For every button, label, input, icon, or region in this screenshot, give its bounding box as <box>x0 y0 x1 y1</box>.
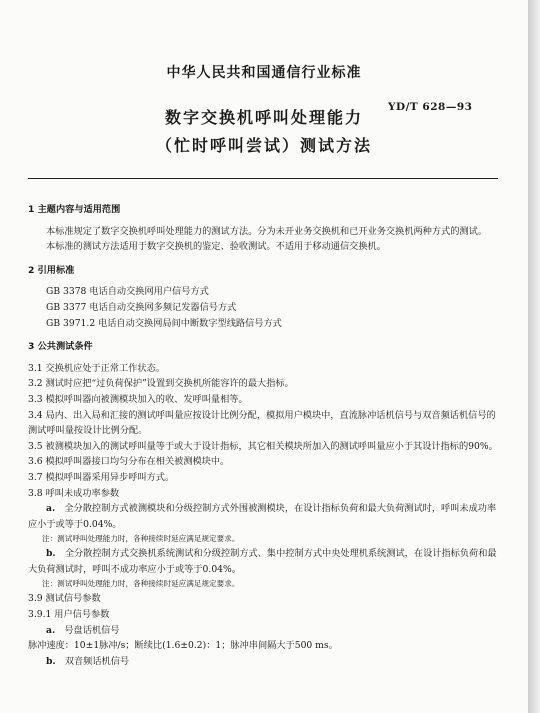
clause: 3.6 模拟呼叫器接口均匀分布在相关被测模块中。 <box>28 456 230 468</box>
note: 注：测试呼叫处理能力时，各种接续时延应满足规定要求。 <box>42 579 240 589</box>
reference-item: GB 3377 电话自动交换网多频记发器信号方式 <box>46 301 237 313</box>
clause: 3.2 测试时应把“过负荷保护”设置到交换机所能容许的最大指标。 <box>28 378 294 390</box>
clause: 3.9 测试信号参数 <box>28 593 101 605</box>
parameter-line: 脉冲速度：10±1脉冲/s；断续比(1.6±0.2)：1；脉冲串间隔大于500 ms。 <box>28 640 338 652</box>
clause: 3.1 交换机应处于正常工作状态。 <box>28 362 165 374</box>
issuing-organization: 中华人民共和国通信行业标准 <box>166 65 362 81</box>
clause: 3.5 被测模块加入的测试呼叫量等于或大于设计指标，其它相关模块所加入的测试呼叫量应小于其设计指标的90%。 <box>28 440 498 452</box>
paragraph: 本标准规定了数字交换机呼叫处理能力的测试方法。分为未开业务交换机和已开业务交换机两种方式的测试。 <box>46 225 487 237</box>
clause: 3.3 模拟呼叫器向被测模块加入的收、发呼叫量相等。 <box>28 393 248 405</box>
item-label: b. <box>46 548 56 560</box>
item-label: b. <box>46 655 56 667</box>
clause: 3.4 局内、出入局和汇接的测试呼叫量应按设计比例分配，模拟用户模块中，直流脉冲话机信号与双音频话机信号的测试呼叫量按设计比例分配。 <box>28 409 496 437</box>
sub-clause <box>28 654 498 670</box>
paragraph: 本标准的测试方法适用于数字交换机的鉴定、验收测试。不适用于移动通信交换机。 <box>46 241 386 253</box>
document-title-line2: （忙时呼叫尝试）测试方法 <box>155 136 372 155</box>
document-title-line1: 数字交换机呼叫处理能力 <box>164 108 363 127</box>
reference-item: GB 3378 电话自动交换网用户信号方式 <box>46 286 209 298</box>
section-heading: 1 主题内容与适用范围 <box>28 204 121 215</box>
page-edge-shadow <box>528 0 540 713</box>
reference-item: GB 3971.2 电话自动交换网局间中断数字型线路信号方式 <box>46 317 282 329</box>
sub-clause <box>28 623 498 639</box>
document-body <box>28 202 498 669</box>
clause: 3.9.1 用户信号参数 <box>28 609 110 621</box>
standard-number: YD/T 628—93 <box>388 101 473 113</box>
item-text: 全分散控制方式交换机系统测试和分级控制方式、集中控制方式中央处理机系统测试，在设计指标负荷和最大负荷测试时，呼叫不成功率应小于或等于0.04%。 <box>28 548 497 575</box>
item-text: 全分散控制方式被测模块和分级控制方式外围被测模块，在设计指标负荷和最大负荷测试时，呼叫未成功率应小于或等于0.04%。 <box>28 503 497 530</box>
header-divider <box>28 178 498 179</box>
clause: 3.7 模拟呼叫器采用异步呼叫方式。 <box>28 471 175 483</box>
sub-clause <box>28 546 498 577</box>
clause: 3.8 呼叫未成功率参数 <box>28 487 120 499</box>
section-heading: 3 公共测试条件 <box>28 341 93 353</box>
item-label: a. <box>46 624 56 636</box>
item-text: 号盘话机信号 <box>64 624 120 636</box>
section-heading: 2 引用标准 <box>28 264 75 276</box>
item-text: 双音频话机信号 <box>64 655 130 667</box>
sub-clause <box>28 501 498 532</box>
item-label: a. <box>46 503 56 515</box>
note: 注：测试呼叫处理能力时，各种接续时延应满足规定要求。 <box>42 534 240 544</box>
